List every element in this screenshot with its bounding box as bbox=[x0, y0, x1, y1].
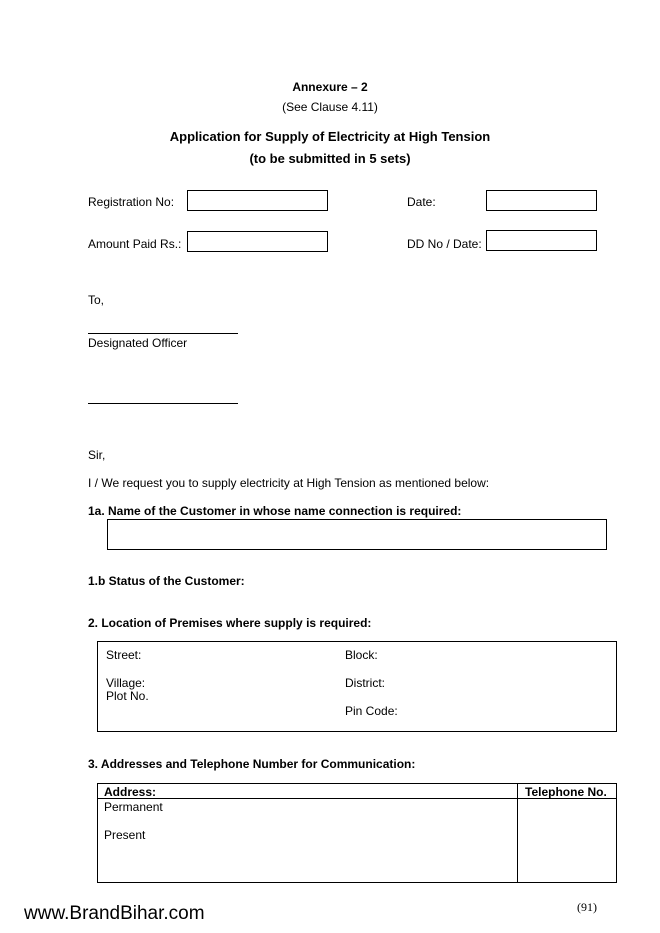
registration-no-field[interactable] bbox=[187, 190, 328, 211]
section-1b-heading: 1.b Status of the Customer: bbox=[88, 574, 245, 588]
form-title: Application for Supply of Electricity at High Tension bbox=[169, 129, 491, 144]
amount-paid-field[interactable] bbox=[187, 231, 328, 252]
plot-no-label: Plot No. bbox=[106, 689, 149, 703]
watermark-text: www.BrandBihar.com bbox=[24, 903, 205, 924]
dd-no-date-label: DD No / Date: bbox=[407, 237, 482, 251]
table-column-divider bbox=[517, 784, 518, 882]
section-2-heading: 2. Location of Premises where supply is required: bbox=[88, 616, 372, 630]
street-label: Street: bbox=[106, 648, 142, 662]
form-subtitle: (to be submitted in 5 sets) bbox=[249, 151, 411, 166]
section-1a-heading: 1a. Name of the Customer in whose name connection is required: bbox=[88, 504, 462, 518]
pin-code-label: Pin Code: bbox=[345, 704, 398, 718]
date-field[interactable] bbox=[486, 190, 597, 211]
annexure-heading: Annexure – 2 bbox=[292, 80, 368, 94]
customer-name-field[interactable] bbox=[107, 519, 607, 550]
present-address-label: Present bbox=[104, 828, 146, 842]
salutation: Sir, bbox=[88, 448, 106, 462]
block-label: Block: bbox=[345, 648, 378, 662]
permanent-address-label: Permanent bbox=[104, 800, 163, 814]
amount-paid-label: Amount Paid Rs.: bbox=[88, 237, 182, 251]
designated-officer-label: Designated Officer bbox=[88, 336, 188, 350]
officer-address-line[interactable] bbox=[88, 403, 238, 404]
date-label: Date: bbox=[407, 195, 436, 209]
address-column-header: Address: bbox=[104, 785, 157, 799]
dd-no-date-field[interactable] bbox=[486, 230, 597, 251]
village-label: Village: bbox=[106, 676, 146, 690]
district-label: District: bbox=[345, 676, 385, 690]
to-label: To, bbox=[88, 293, 105, 307]
section-3-heading: 3. Addresses and Telephone Number for Communication: bbox=[88, 757, 416, 771]
registration-no-label: Registration No: bbox=[88, 195, 175, 209]
telephone-column-header: Telephone No. bbox=[525, 785, 607, 799]
request-text: I / We request you to supply electricity at High Tension as mentioned below: bbox=[88, 476, 490, 490]
clause-reference: (See Clause 4.11) bbox=[282, 100, 378, 114]
officer-name-line[interactable] bbox=[88, 333, 238, 334]
communication-table bbox=[97, 783, 617, 883]
page-number: (91) bbox=[577, 900, 597, 914]
premises-location-table bbox=[97, 641, 617, 732]
